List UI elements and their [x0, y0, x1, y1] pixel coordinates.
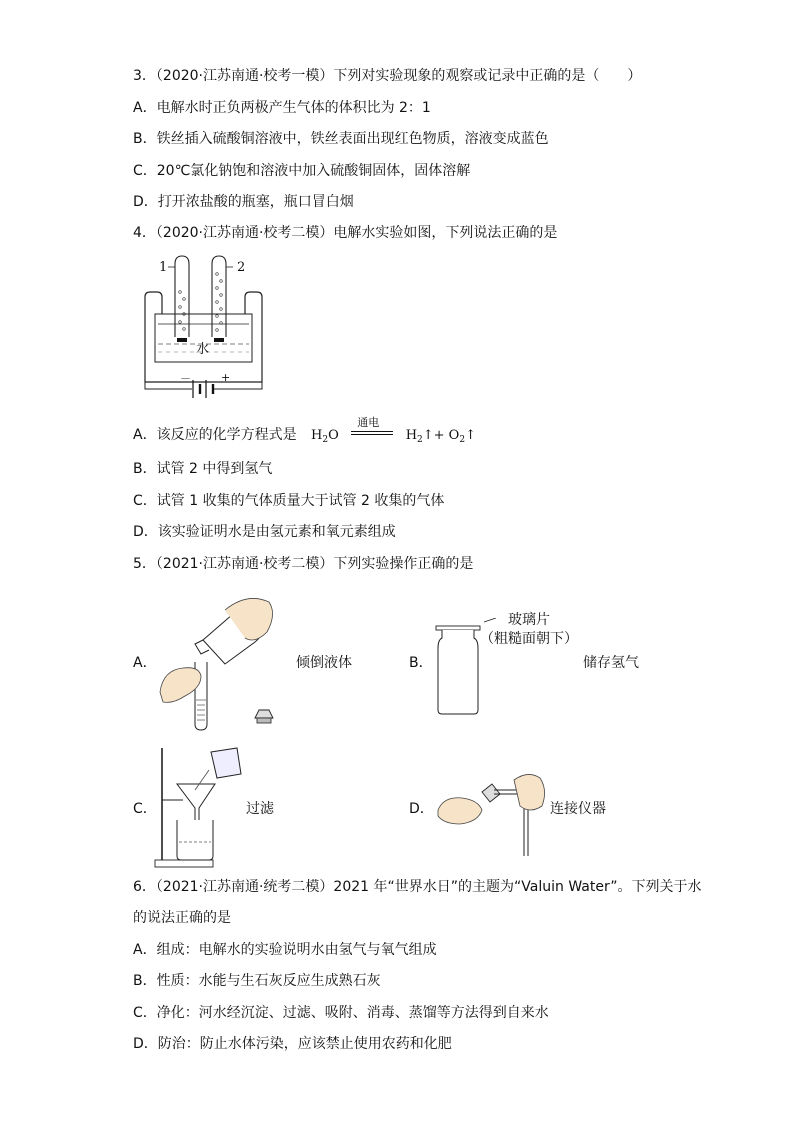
q5-option-c-letter: C．: [133, 801, 157, 817]
q4-option-a: [133, 416, 476, 450]
q5-option-d-caption: 连接仪器: [550, 801, 606, 817]
q5-option-a-caption: 倾倒液体: [296, 655, 352, 671]
q4-option-a-prefix: A．该反应的化学方程式是: [133, 427, 297, 443]
q3-option-b: B．铁丝插入硫酸铜溶液中，铁丝表面出现红色物质，溶液变成蓝色: [133, 131, 549, 147]
battery-minus-label: －: [180, 372, 191, 385]
q4-option-b: B．试管 2 中得到氢气: [133, 461, 273, 477]
equation-reactant: $H_2O$: [311, 428, 339, 445]
q5-option-a-letter: A．: [133, 655, 157, 671]
battery-plus-label: +: [221, 371, 231, 384]
q6-stem-line-1: 6．（2021·江苏南通·统考二模）2021 年“世界水日”的主题为“Valuin Water”。下列关于水: [133, 879, 702, 895]
connecting-apparatus-figure: [434, 770, 554, 860]
glass-plate-note: （粗糙面朝下）: [480, 631, 578, 647]
q3-option-c: C．20℃氯化钠饱和溶液中加入硫酸铜固体，固体溶解: [133, 163, 471, 179]
tube-1-label: 1: [159, 260, 168, 275]
water-label: 水: [196, 342, 210, 357]
q3-option-a: A．电解水时正负两极产生气体的体积比为 2：1: [133, 100, 431, 116]
q6-option-d: D．防治：防止水体污染，应该禁止使用农药和化肥: [133, 1036, 452, 1052]
q4-option-d: D．该实验证明水是由氢元素和氧元素组成: [133, 524, 396, 540]
filtration-figure: [153, 744, 248, 870]
q5-option-b-caption: 储存氢气: [583, 655, 639, 671]
q6-option-a: A．组成：电解水的实验说明水由氢气与氧气组成: [133, 942, 437, 958]
pouring-liquid-figure: [155, 592, 280, 732]
glass-plate-label: 玻璃片: [508, 612, 550, 628]
equation-condition-text: 通电: [357, 416, 380, 429]
q4-option-c: C．试管 1 收集的气体质量大于试管 2 收集的气体: [133, 493, 445, 509]
q6-option-b: B．性质：水能与生石灰反应生成熟石灰: [133, 973, 381, 989]
q3-stem: 3．（2020·江苏南通·校考一模）下列对实验现象的观察或记录中正确的是（ ）: [133, 68, 642, 84]
q5-stem: 5．（2021·江苏南通·校考二模）下列实验操作正确的是: [133, 556, 474, 572]
q4-stem: 4．（2020·江苏南通·校考二模）电解水实验如图，下列说法正确的是: [133, 225, 558, 241]
equation-condition: [351, 416, 393, 445]
q5-option-c-caption: 过滤: [246, 801, 274, 817]
equation-products: $H_2↑+$ $O_2↑$: [405, 428, 476, 445]
q5-option-b-letter: B．: [409, 655, 433, 671]
q6-stem-line-2: 的说法正确的是: [133, 910, 231, 926]
tube-2-label: 2: [237, 260, 246, 275]
q5-option-d-letter: D．: [409, 801, 434, 817]
q3-option-d: D．打开浓盐酸的瓶塞，瓶口冒白烟: [133, 194, 354, 210]
q6-option-c: C．净化：河水经沉淀、过滤、吸附、消毒、蒸馏等方法得到自来水: [133, 1005, 549, 1021]
